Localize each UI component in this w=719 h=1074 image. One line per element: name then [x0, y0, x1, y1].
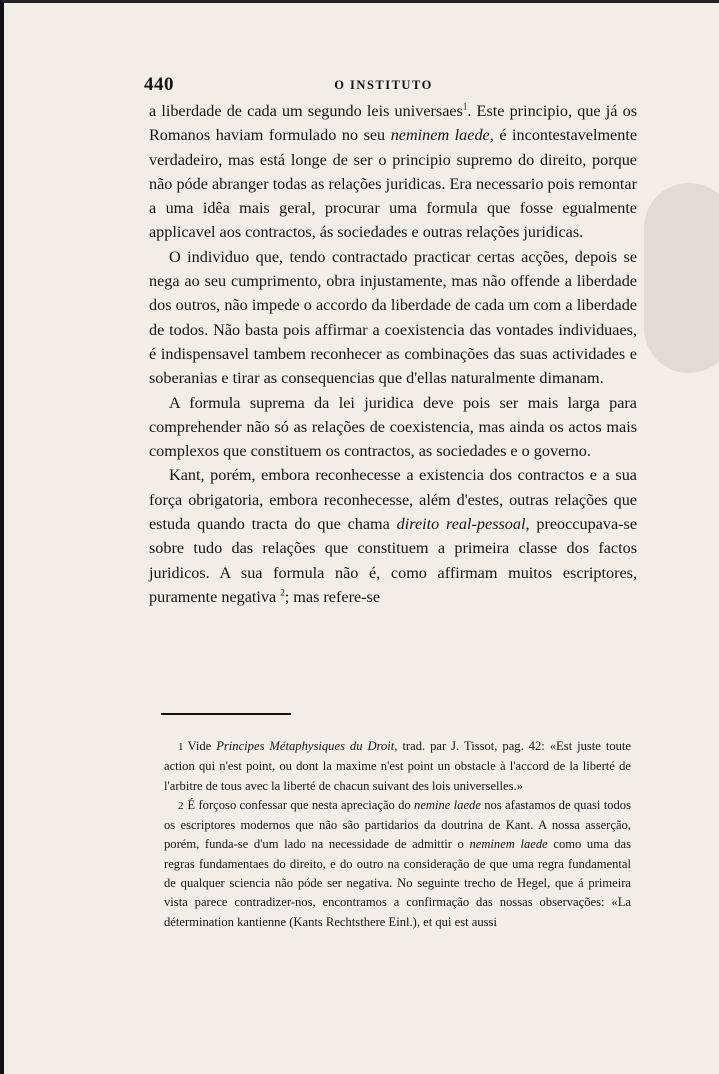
- footnotes: [164, 737, 631, 932]
- page-number: 440: [144, 74, 174, 95]
- p1-latin-phrase: neminem laede,: [390, 126, 494, 145]
- footnote-1: [164, 737, 631, 796]
- footnote-2-mark: 2: [178, 799, 184, 812]
- paragraph-1: [149, 99, 637, 245]
- p1-text-c: é incontestavelmente verdadeiro, mas está longe de ser o principio supremo do direito, porque não póde abranger todas as relações juridicas. Era necessario pois remontar a uma idêa mais geral, procurar uma formula que fosse egualmente applicavel aos contractos, ás sociedades e outras relações juridicas.: [149, 126, 638, 242]
- fn2-latin-phrase-2: neminem laede: [469, 837, 548, 852]
- footnote-rule: [161, 713, 291, 715]
- footnote-ref-2: 2: [280, 587, 285, 598]
- p4-italic-term: direito real-pessoal,: [396, 515, 530, 534]
- paragraph-2: O individuo que, tendo contractado practicar certas acções, depois se nega ao seu cumprimento, obra injustamente, mas não offende a liberdade dos outros, não impede o accordo da liberdade de cada um com a liberdade de todos. Não basta pois affirmar a coexistencia das vontades individuaes, é indispensavel tambem reconhecer as combinações das suas actividades e soberanias e tirar as consequencias que d'ellas naturalmente dimanam.: [149, 247, 637, 388]
- footnote-2: [164, 796, 631, 932]
- p1-text-a: a liberdade de cada um segundo leis universaes: [149, 102, 463, 120]
- fn1-text-a: Vide: [187, 739, 212, 753]
- fn1-book-title: Principes Métaphysiques du Droit,: [216, 739, 398, 753]
- paper-stain: [644, 183, 719, 373]
- fn2-text-b: nos afastamos de quasi todos os escriptores modernos que não são partidarios da doutrina de Kant. A nossa asserção, porém, funda-se d'um lado na necessidade de admittir o: [164, 797, 632, 852]
- fn2-latin-phrase-1: nemine laede: [414, 797, 481, 812]
- running-title: O INSTITUTO: [334, 78, 433, 92]
- fn1-text-b: trad. par J. Tissot, pag. 42: «Est juste toute action qui n'est point, ou dont la maxime n'est point un obstacle à l'accord de la liberté de l'arbitre de tous avec la liberté de chacun suivant des lois universelles.»: [164, 739, 632, 793]
- paragraph-3: A formula suprema da lei juridica deve pois ser mais larga para comprehender não só as relações de coexistencia, mas ainda os actos mais complexos que constituem os contractos, as sociedades e o governo.: [149, 393, 637, 461]
- p1-text-b: . Este principio, que já os Romanos haviam formulado no seu: [149, 102, 637, 145]
- paragraph-4: [149, 463, 637, 609]
- p4-text-c: ; mas refere-se: [284, 587, 381, 606]
- p4-text-a: Kant, porém, embora reconhecesse a existencia dos contractos e a sua força obrigatoria, embora reconhecesse, além d'estes, outras relações que estuda quando tracta do que chama: [149, 466, 637, 534]
- fn2-text-a: É forçoso confessar que nesta apreciação do: [187, 797, 411, 812]
- body-text: [149, 99, 637, 609]
- fn2-text-c: como uma das regras fundamentaes do direito, e do outro na consideração de que uma regra fundamental de qualquer sciencia não póde ser negativa. No seguinte trecho de Hegel, que á primeira vista parece contradizer-nos, encontramos a confirmação das nossas observações: «La détermination kantienne (Kants Rechtsthere Einl.), et qui est aussi: [164, 837, 631, 929]
- footnote-1-mark: 1: [178, 741, 184, 753]
- p4-text-b: preoccupava-se sobre tudo das relações que constituem a primeira classe dos factos juridicos. A sua formula não é, como affirmam muitos escriptores, puramente negativa: [149, 515, 638, 606]
- footnote-ref-1: 1: [462, 101, 468, 112]
